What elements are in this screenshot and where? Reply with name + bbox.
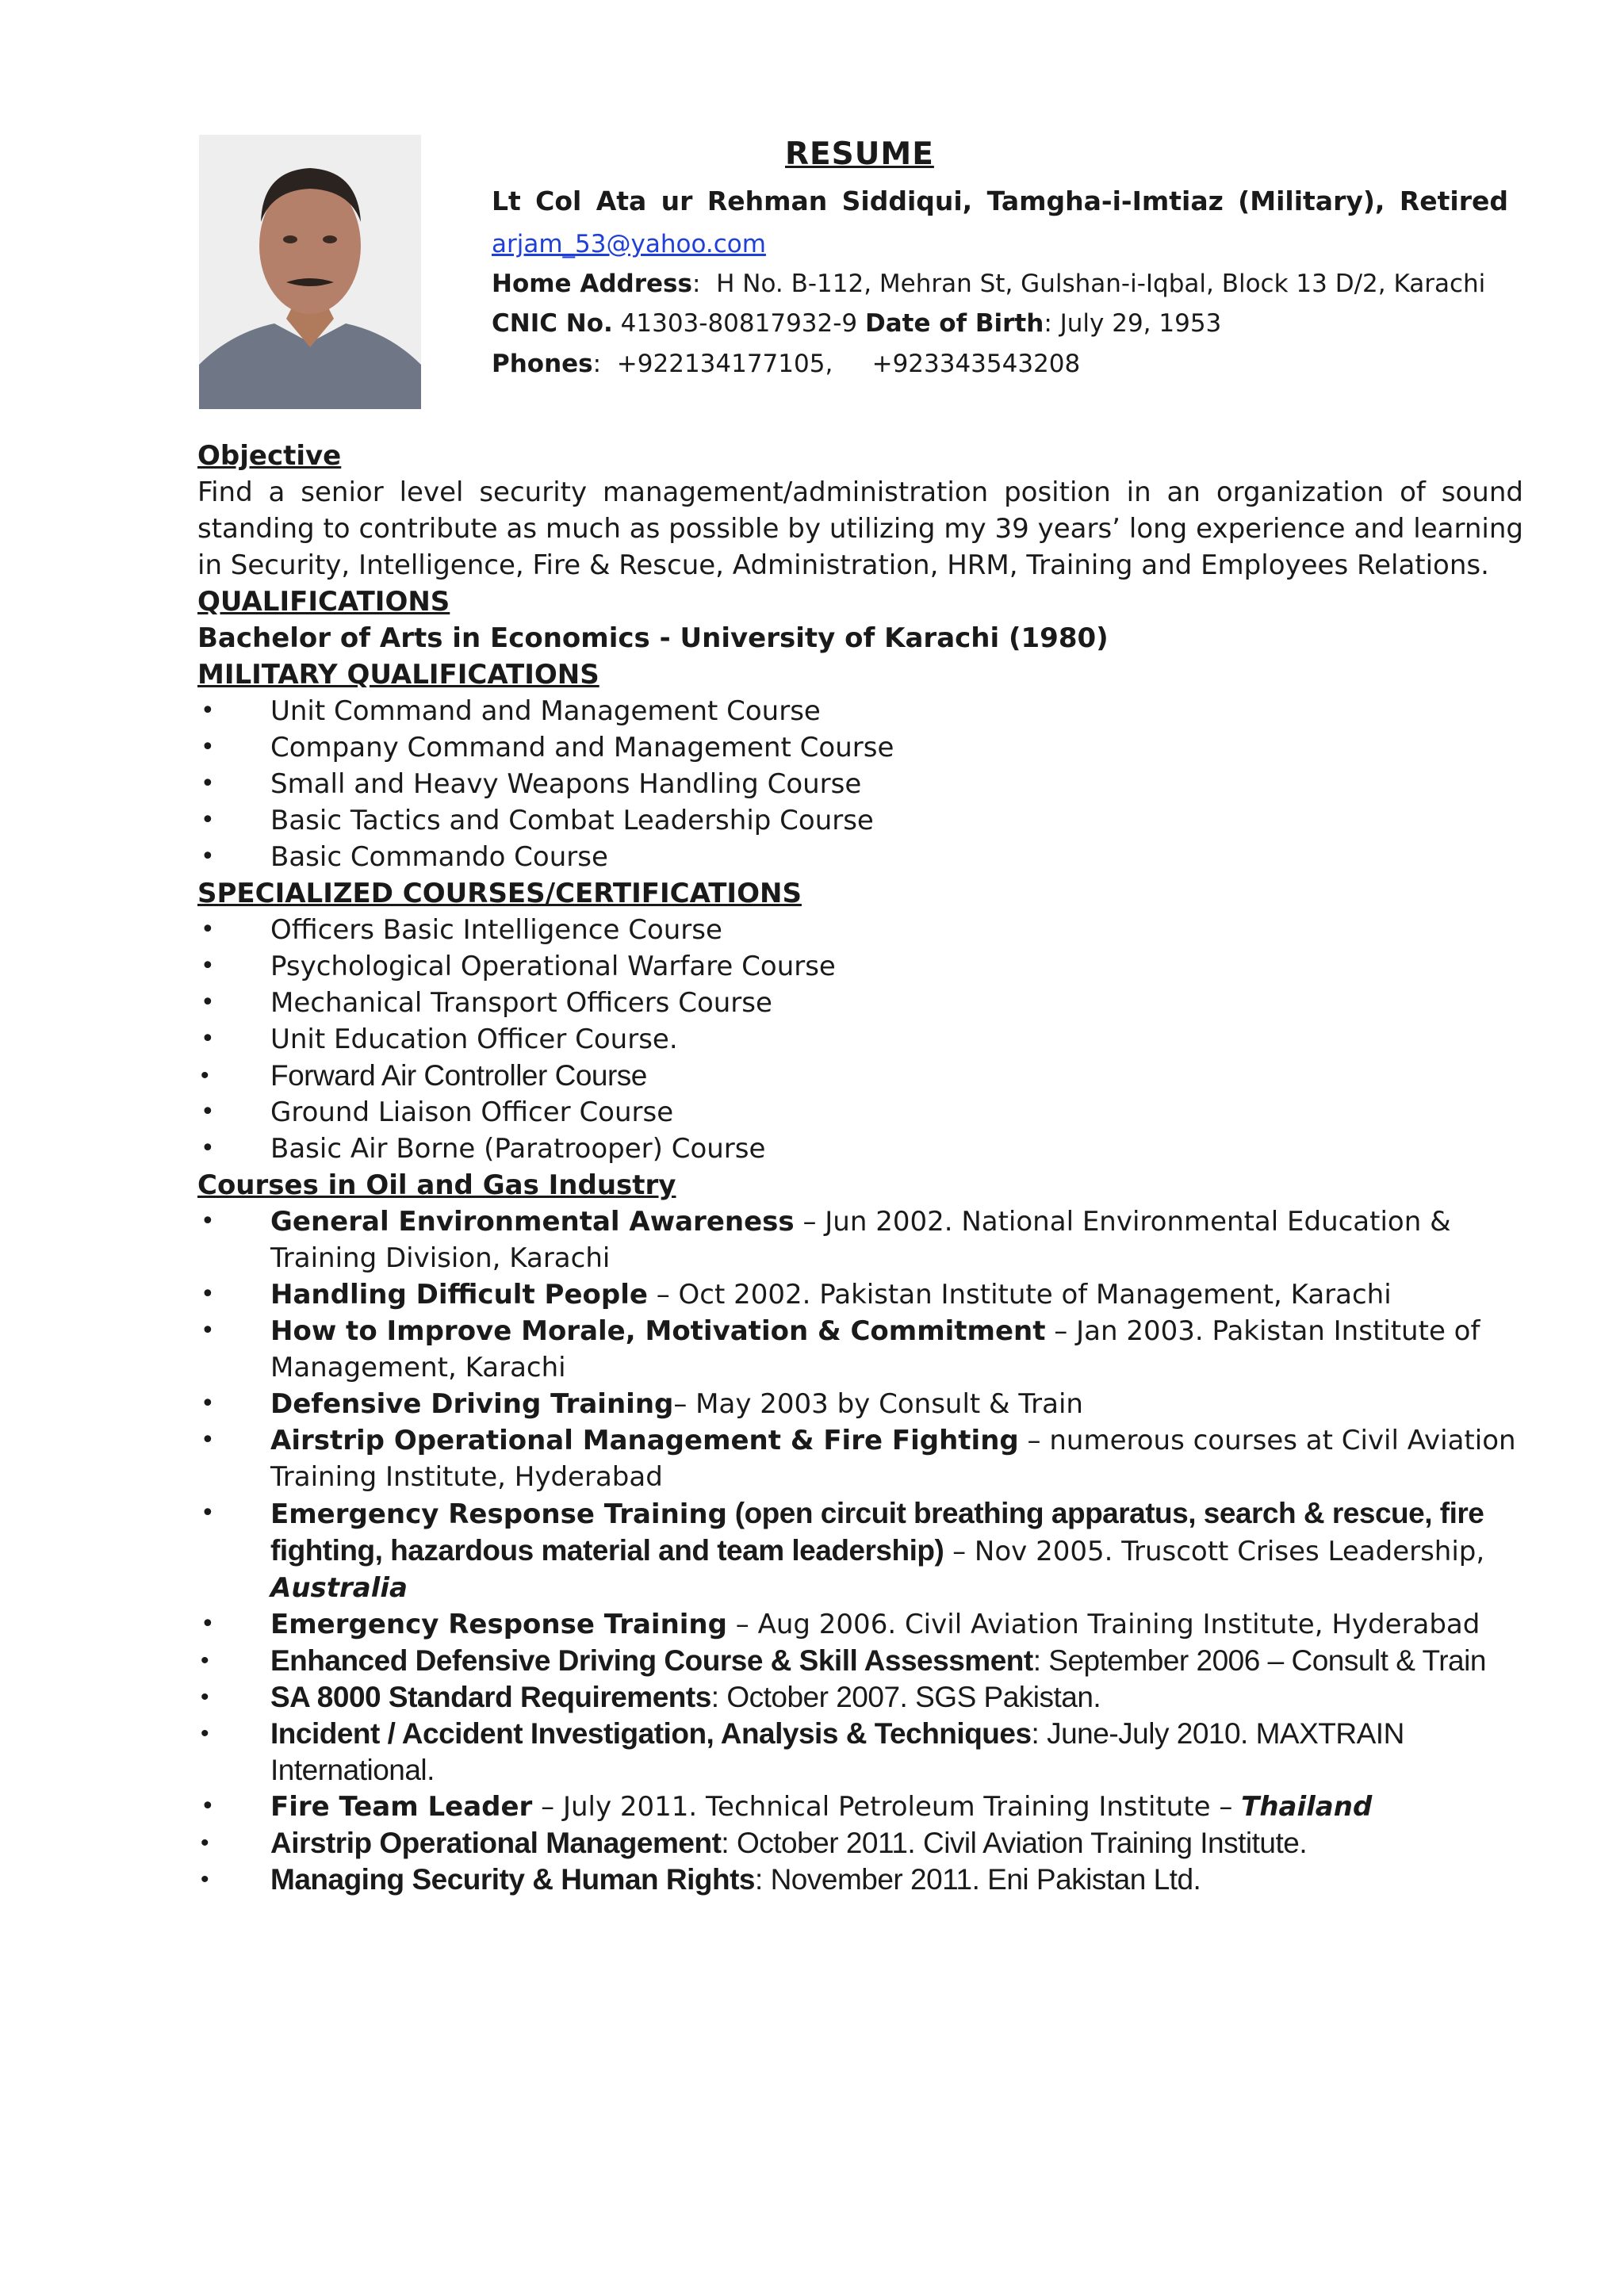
course-title: How to Improve Morale, Motivation & Commitment	[270, 1315, 1046, 1347]
phones-line: Phones: +922134177105, +923343543208	[492, 350, 1081, 378]
course-detail: – July 2011. Technical Petroleum Training Institute –	[532, 1791, 1242, 1823]
course-title: Incident / Accident Investigation, Analysis & Techniques	[270, 1717, 1032, 1750]
list-item	[197, 1862, 1523, 1898]
profile-photo	[199, 135, 421, 409]
phones-label: Phones	[492, 350, 593, 378]
list-item: • Basic Air Borne (Paratrooper) Course	[197, 1131, 1523, 1167]
course-detail: – Aug 2006. Civil Aviation Training Institute, Hyderabad	[726, 1609, 1480, 1640]
qualifications-heading: QUALIFICATIONS	[197, 586, 450, 618]
course-title: Airstrip Operational Management	[270, 1827, 722, 1859]
course-detail: – Oct 2002. Pakistan Institute of Management, Karachi	[647, 1279, 1392, 1311]
course-detail: – Jan 2003. Pakistan Institute of Management, Karachi	[270, 1315, 1480, 1383]
oilgas-list	[197, 1203, 1523, 1898]
course-scope: (open circuit breathing apparatus, search & rescue, fire fighting, hazardous material and team leadership)	[270, 1497, 1484, 1567]
address-label: Home Address	[492, 270, 692, 298]
list-item: • Basic Tactics and Combat Leadership Course	[197, 802, 1523, 839]
list-item	[197, 1386, 1523, 1422]
course-title: SA 8000 Standard Requirements	[270, 1681, 711, 1713]
course-detail: : September 2006 – Consult & Train	[1032, 1644, 1486, 1677]
course-title: Airstrip Operational Management & Fire Fighting	[270, 1425, 1019, 1456]
address-value: H No. B-112, Mehran St, Gulshan-i-Iqbal, Block 13 D/2, Karachi	[716, 270, 1486, 298]
course-title: Handling Difficult People	[270, 1279, 648, 1311]
course-country: Thailand	[1241, 1791, 1373, 1823]
portrait-image	[199, 135, 421, 409]
list-item	[197, 1643, 1523, 1679]
course-title: Defensive Driving Training	[270, 1388, 674, 1420]
course-title: Managing Security & Human Rights	[270, 1863, 756, 1896]
course-title: Fire Team Leader	[270, 1791, 533, 1823]
list-item: • Small and Heavy Weapons Handling Course	[197, 766, 1523, 802]
list-item: • Unit Command and Management Course	[197, 693, 1523, 729]
phone-1: +922134177105,	[616, 350, 833, 378]
list-item	[197, 1276, 1523, 1313]
military-heading: MILITARY QUALIFICATIONS	[197, 659, 599, 691]
course-title: Emergency Response Training	[270, 1609, 727, 1640]
email-link[interactable]: arjam_53@yahoo.com	[492, 230, 766, 258]
degree: Bachelor of Arts in Economics - University of Karachi (1980)	[197, 622, 1109, 654]
course-detail: – Jun 2002. National Environmental Education & Training Division, Karachi	[270, 1206, 1451, 1274]
list-item: • Company Command and Management Course	[197, 729, 1523, 766]
list-item	[197, 1679, 1523, 1716]
dob-value: July 29, 1953	[1059, 309, 1222, 338]
specialized-list	[197, 912, 1523, 1167]
list-item	[197, 1825, 1523, 1862]
course-title: Enhanced Defensive Driving Course & Skill Assessment	[270, 1644, 1033, 1677]
list-item: • Basic Commando Course	[197, 839, 1523, 875]
course-detail: – Nov 2005. Truscott Crises Leadership,	[944, 1536, 1485, 1567]
dob-label: Date of Birth	[865, 309, 1044, 338]
list-item: • Officers Basic Intelligence Course	[197, 912, 1523, 948]
home-address-line: Home Address: H No. B-112, Mehran St, Gulshan-i-Iqbal, Block 13 D/2, Karachi	[492, 270, 1486, 298]
course-title: General Environmental Awareness	[270, 1206, 795, 1238]
military-list	[197, 693, 1523, 875]
list-item	[197, 1495, 1523, 1606]
resume-body	[197, 438, 1523, 1898]
list-item	[197, 1422, 1523, 1495]
objective-heading: Objective	[197, 440, 342, 472]
course-title: Emergency Response Training	[270, 1498, 727, 1530]
cnic-dob-line: CNIC No. 41303-80817932-9 Date of Birth: July 29, 1953	[492, 309, 1222, 338]
list-item	[197, 1313, 1523, 1386]
course-detail: : October 2007. SGS Pakistan.	[710, 1681, 1101, 1713]
list-item: • Psychological Operational Warfare Course	[197, 948, 1523, 985]
specialized-heading: SPECIALIZED COURSES/CERTIFICATIONS	[197, 878, 802, 909]
list-item	[197, 1716, 1523, 1789]
list-item: • Forward Air Controller Course	[197, 1058, 1523, 1094]
list-item: • Unit Education Officer Course.	[197, 1021, 1523, 1058]
cnic-value: 41303-80817932-9	[620, 309, 858, 338]
course-detail: – numerous courses at Civil Aviation Training Institute, Hyderabad	[270, 1425, 1516, 1493]
list-item	[197, 1789, 1523, 1825]
oilgas-heading: Courses in Oil and Gas Industry	[197, 1169, 676, 1201]
objective-text: Find a senior level security management/administration position in an organization of sound standing to contribute as much as possible by utilizing my 39 years’ long experience and learning in Security, Intelligence, Fire & Rescue, Administration, HRM, Training and Employees Relations.	[197, 476, 1523, 581]
course-detail: : November 2011. Eni Pakistan Ltd.	[755, 1863, 1201, 1896]
candidate-name: Lt Col Ata ur Rehman Siddiqui, Tamgha-i-Imtiaz (Military), Retired	[492, 186, 1508, 216]
list-item	[197, 1606, 1523, 1643]
course-detail: – May 2003 by Consult & Train	[673, 1388, 1083, 1420]
course-detail: : June-July 2010. MAXTRAIN International.	[270, 1717, 1404, 1786]
list-item: • Ground Liaison Officer Course	[197, 1094, 1523, 1131]
list-item	[197, 1203, 1523, 1276]
resume-title: RESUME	[785, 136, 934, 172]
course-detail: : October 2011. Civil Aviation Training Institute.	[721, 1827, 1308, 1859]
phone-2: +923343543208	[871, 350, 1081, 378]
cnic-label: CNIC No.	[492, 309, 613, 338]
list-item: • Mechanical Transport Officers Course	[197, 985, 1523, 1021]
course-country: Australia	[270, 1572, 408, 1604]
